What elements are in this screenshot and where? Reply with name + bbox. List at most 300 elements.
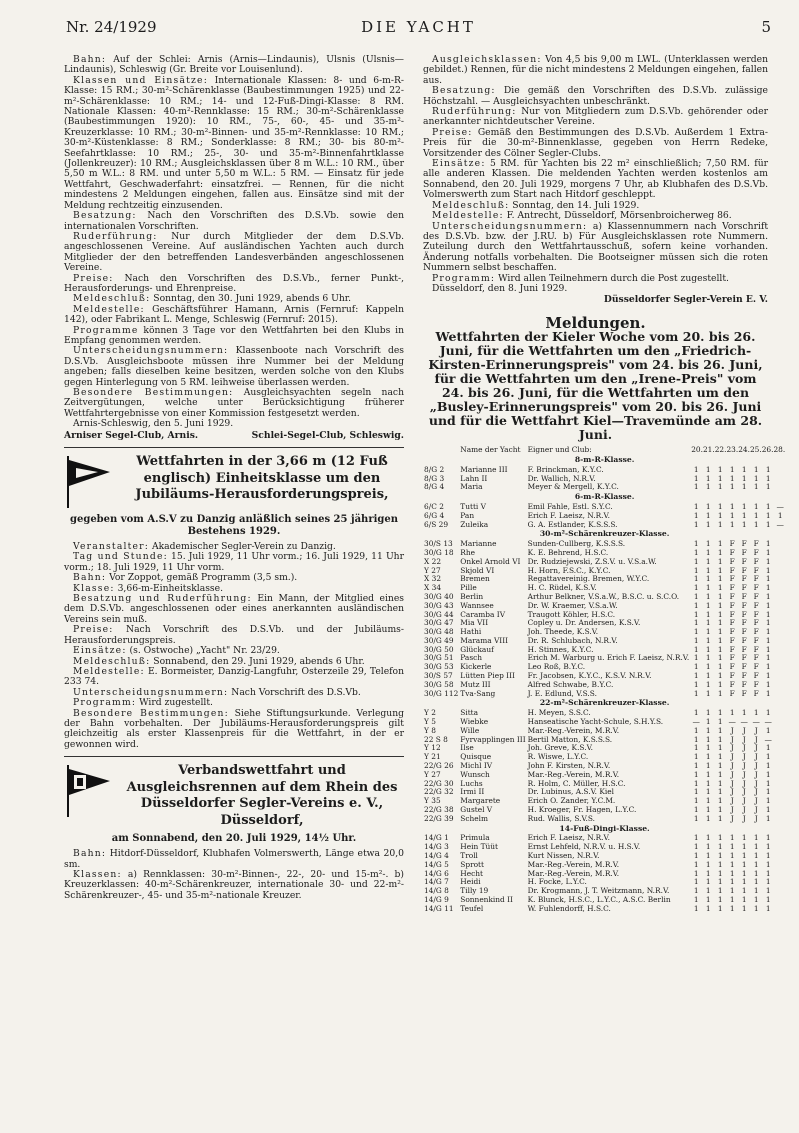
sail-number: Y 27: [424, 565, 441, 575]
race-entry: 1: [705, 851, 711, 861]
race-entry: 1: [705, 833, 711, 843]
paragraph-text: a) Rennklassen: 30-m²-Binnen-, 22-, 20- und 15-m²-. b) Kreuzerklassen: 40-m²-Schärenkreuzer, internationale 30- und 22-m²-Schärenkreuzer-, 45- und 35-m²-nationale Kreuzer.: [64, 868, 405, 901]
duesseldorf-event-subtitle: am Sonnabend, den 20. Juli 1929, 14½ Uhr.: [111, 833, 357, 845]
race-entry: 1: [705, 539, 711, 549]
race-entry: 1: [717, 618, 723, 628]
race-entry: 1: [705, 895, 711, 904]
yacht-name: Pasch: [460, 654, 483, 663]
race-entry: 1: [717, 708, 723, 718]
race-entry: F: [753, 539, 759, 549]
race-entry: F: [741, 679, 747, 689]
race-entry: 1: [765, 796, 771, 806]
race-entry: J: [754, 813, 758, 823]
race-entry: 1: [705, 868, 711, 878]
race-entry: 1: [705, 600, 711, 610]
owner-club: Mar.-Reg.-Verein, M.R.V.: [527, 869, 620, 878]
race-entry: F: [729, 609, 735, 619]
race-entry: 1: [765, 464, 771, 474]
race-entry: 1: [705, 743, 711, 753]
issue-number: Nr. 24/1929: [66, 18, 157, 36]
owner-club: Mar.-Reg.-Verein, M.R.V.: [527, 770, 620, 779]
race-entry: 1: [717, 565, 723, 575]
race-entry: 1: [693, 501, 699, 511]
paragraph: [64, 709, 404, 751]
owner-club: Dr. R. Schlubach, N.R.V.: [527, 636, 618, 645]
table-row: [423, 815, 786, 824]
paragraph: [64, 625, 404, 646]
sail-number: 22/G 30: [424, 778, 454, 788]
race-entry: 1: [693, 565, 699, 575]
race-entry: 1: [765, 671, 771, 681]
race-entry: 1: [717, 609, 723, 619]
race-entry: 1: [765, 482, 771, 492]
race-entry: 1: [705, 653, 711, 663]
paragraph: [64, 326, 404, 347]
race-entry: 1: [753, 501, 759, 511]
race-entry: J: [730, 805, 734, 815]
race-entry: 1: [693, 583, 699, 593]
race-entry: 1: [765, 583, 771, 593]
race-entry: [774, 681, 786, 690]
race-entry: F: [753, 627, 759, 637]
sail-number: 14/G 3: [424, 842, 449, 852]
owner-club: Dr. Lubinus, A.S.V. Kiel: [527, 788, 614, 797]
race-entry: —: [752, 717, 760, 727]
yacht-name: Caramba IV: [460, 610, 506, 619]
race-entry: [774, 672, 786, 681]
race-entry: 1: [753, 859, 759, 869]
race-entry: F: [729, 600, 735, 610]
yacht-name: Hein Tüüt: [460, 843, 498, 852]
left-column: [64, 55, 404, 901]
sail-number: X 32: [424, 574, 442, 584]
race-entry: [774, 788, 786, 797]
paragraph-text: Nach den Vorschriften des D.S.Vb., ferner Punkt-, Herausforderungs- und Ehrenpreise.: [64, 272, 404, 294]
race-entry: 1: [765, 679, 771, 689]
race-entry: 1: [717, 583, 723, 593]
sail-number: 6/S 29: [424, 519, 449, 529]
race-entry: 1: [705, 708, 711, 718]
race-entry: 1: [705, 482, 711, 492]
race-entry: 1: [765, 833, 771, 843]
race-entry: 1: [729, 708, 735, 718]
race-entry: 1: [729, 501, 735, 511]
race-entry: 1: [693, 510, 699, 520]
col-yacht: Name der Yacht: [460, 445, 521, 455]
race-entry: F: [753, 618, 759, 628]
sail-number: X 34: [424, 583, 442, 593]
race-entry: 1: [693, 609, 699, 619]
race-entry: F: [741, 539, 747, 549]
yacht-name: Hecht: [460, 869, 483, 878]
paragraph-key: Meldeschluß:: [73, 655, 151, 667]
race-entry: 1: [693, 627, 699, 637]
race-entry: [774, 771, 786, 780]
owner-club: Hanseatische Yacht-Schule, S.H.Y.S.: [527, 718, 664, 727]
owner-club: Alfred Schwabe, B.Y.C.: [527, 680, 614, 689]
race-entry: [774, 690, 786, 699]
owner-club: J. E. Edlund, V.S.S.: [527, 689, 597, 698]
race-entry: 1: [705, 778, 711, 788]
owner-club: Leo Roß, B.Y.C.: [527, 663, 586, 672]
race-entry: 1: [693, 769, 699, 779]
race-entry: [774, 466, 786, 475]
owner-club: H. C. Rüdel, K.S.V.: [527, 584, 597, 593]
paragraph-text: 3,66-m-Einheitsklasse.: [117, 582, 223, 594]
paragraph: [64, 870, 404, 901]
race-entry: F: [741, 547, 747, 557]
yacht-name: Sitta: [460, 709, 479, 718]
race-entry: 1: [765, 644, 771, 654]
yacht-name: Luchs: [460, 779, 483, 788]
owner-club: F. Brinckman, K.Y.C.: [527, 465, 604, 474]
race-entry: F: [729, 556, 735, 566]
race-entry: J: [742, 805, 746, 815]
race-entry: [774, 834, 786, 843]
race-entry: 1: [765, 473, 771, 483]
yacht-name: Troll: [460, 852, 478, 861]
race-entry: 1: [753, 895, 759, 904]
race-entry: 1: [753, 708, 759, 718]
race-entry: F: [729, 574, 735, 584]
duesseldorf-signature: [423, 295, 768, 305]
race-entry: 1: [717, 671, 723, 681]
race-entry: 1: [717, 813, 723, 823]
race-entry: F: [753, 679, 759, 689]
race-entry: 1: [717, 778, 723, 788]
sail-number: 22/G 26: [424, 761, 454, 771]
race-entry: F: [729, 662, 735, 672]
owner-club: Dr. Rudziejewski, Z.S.V. u. V.S.a.W.: [527, 557, 657, 566]
paragraph-text: Siehe Stiftungsurkunde. Verlegung der Bahn vorbehalten. Der Jubiläums-Herausforderungspreis gilt gleichzeitig als erster Klassenpreis für die Wettfahrt, in der er gewonnen wird.: [64, 707, 404, 750]
race-entry: [774, 567, 786, 576]
burgee-flag-icon: [64, 454, 112, 510]
paragraph: [64, 232, 404, 274]
paragraph-key: Einsätze:: [432, 158, 486, 170]
race-entry: F: [753, 609, 759, 619]
paragraph-text: Sonntag, den 30. Juni 1929, abends 6 Uhr.: [153, 293, 352, 305]
paragraph-key: Klassen:: [73, 868, 122, 880]
race-entry: F: [741, 644, 747, 654]
paragraph-key: Besatzung und Ruderführung:: [73, 593, 252, 605]
race-entry: 1: [717, 761, 723, 771]
owner-club: H. Horn, F.S.C., K.Y.C.: [527, 566, 611, 575]
sail-number: 14/G 8: [424, 886, 449, 896]
owner-club: Kurt Nissen, N.R.V.: [527, 852, 600, 861]
paragraph: [64, 594, 404, 625]
yacht-name: Berlin: [460, 592, 484, 601]
signature-club: Düsseldorfer Segler-Verein E. V.: [603, 294, 768, 306]
race-entry: 1: [765, 565, 771, 575]
race-entry: F: [729, 688, 735, 698]
owner-club: H. Meyen, S.S.C.: [527, 709, 591, 718]
race-entry: 1: [765, 600, 771, 610]
race-entry: 1: [693, 886, 699, 896]
race-entry: 1: [741, 473, 747, 483]
paragraph-text: Die gemäß den Vorschriften des D.S.Vb. zulässige Höchstzahl. — Ausgleichsyachten unbeschränkt.: [423, 85, 768, 107]
race-entry: 1: [717, 717, 723, 727]
race-entry: 1: [765, 725, 771, 735]
race-entry: J: [742, 752, 746, 762]
race-entry: [774, 709, 786, 718]
race-entry: 1: [705, 609, 711, 619]
race-entry: 1: [765, 556, 771, 566]
paragraph-key: Besatzung:: [73, 210, 137, 222]
race-entry: 1: [705, 547, 711, 557]
race-entry: 1: [729, 859, 735, 869]
paragraph-text: Arnis-Schleswig, den 5. Juni 1929.: [73, 418, 234, 430]
race-entry: [774, 797, 786, 806]
race-entry: [774, 540, 786, 549]
race-entry: F: [729, 539, 735, 549]
paragraph: [64, 55, 404, 76]
race-entry: 1: [717, 833, 723, 843]
paragraph-text: Nur von Mitgliedern zum D.S.Vb. gehörender oder anerkannter nichtdeutscher Vereine.: [423, 106, 768, 128]
race-entry: [774, 483, 786, 492]
paragraph: [64, 667, 404, 688]
race-entry: 1: [705, 591, 711, 601]
table-row: [423, 690, 786, 699]
divider: [64, 756, 404, 757]
race-entry: 1: [693, 644, 699, 654]
yacht-name: Ilse: [460, 744, 474, 753]
paragraph-key: Meldestelle:: [73, 665, 145, 677]
paragraph: [64, 274, 404, 295]
table-header-row: [423, 446, 786, 455]
race-entry: F: [753, 644, 759, 654]
race-entry: 1: [705, 813, 711, 823]
race-entry: [774, 628, 786, 637]
paragraph: [423, 284, 768, 294]
race-entry: 1: [693, 903, 699, 913]
race-entry: 1: [753, 903, 759, 913]
race-entry: 1: [705, 635, 711, 645]
yacht-name: Hathi: [460, 628, 482, 637]
owner-club: Copley u. Dr. Andersen, K.S.V.: [527, 619, 641, 628]
yacht-name: Mia VII: [460, 619, 489, 628]
race-entry: 1: [693, 539, 699, 549]
race-entry: J: [742, 725, 746, 735]
paragraph: [423, 222, 768, 274]
race-entry: 1: [705, 679, 711, 689]
meldungen-subtitle: Wettfahrten der Kieler Woche vom 20. bis 26. Juni, für die Wettfahrten um den „Friedrich-Kirsten-Erinnerungspreis" vom 24. bis 26. Juni, für die Wettfahrten um den „Irene-Preis" vom 24. bis 26. Juni, für die Wettfahrten um den „Busley-Erinnerungspreis" vom 20. bis 26. Juni und für die Wettfahrt Kiel—Travemünde am 28. Juni.: [428, 329, 763, 443]
paragraph-text: Nach Vorschrift des D.S.Vb.: [231, 686, 361, 698]
race-entry: [774, 654, 786, 663]
race-entry: 1: [765, 895, 771, 904]
race-entry: 1: [765, 769, 771, 779]
race-entry: [774, 593, 786, 602]
paragraph-key: Meldeschluß:: [432, 199, 510, 211]
race-entry: 1: [693, 556, 699, 566]
paragraph-text: Ausgleichsyachten segeln nach Zeitvergütungen, welche unter Berücksichtigung früherer Wettfahrtergebnisse von einer Kommission festgesetzt werden.: [64, 387, 404, 419]
paragraph-key: Programme: [73, 324, 139, 336]
owner-club: Regattavereinig. Bremen, W.Y.C.: [527, 575, 650, 584]
race-entry: 1: [705, 877, 711, 887]
yacht-name: Maria: [460, 483, 483, 492]
race-entry: 1: [693, 600, 699, 610]
paragraph: [423, 86, 768, 107]
yacht-name: Lütten Piep III: [460, 672, 515, 681]
class-name: 8-m-R-Klasse.: [574, 454, 635, 464]
sail-number: Y 2: [424, 708, 436, 718]
race-entry: 1: [705, 761, 711, 771]
yacht-name: Schelm: [460, 814, 488, 823]
page-number: 5: [761, 18, 771, 36]
race-entry: J: [730, 743, 734, 753]
sail-number: 14/G 1: [424, 833, 449, 843]
race-entry: 1: [705, 734, 711, 744]
paragraph-text: Akademischer Segler-Verein zu Danzig.: [151, 541, 336, 553]
race-entry: 1: [717, 895, 723, 904]
owner-club: Dr. Krogmann, J. T. Weitzmann, N.R.V.: [527, 887, 670, 896]
sail-number: 14/G 5: [424, 859, 449, 869]
race-entry: 1: [765, 752, 771, 762]
race-entry: 1: [765, 591, 771, 601]
danzig-event-heading: [64, 454, 404, 510]
owner-club: Joh. Theede, K.S.V.: [527, 628, 599, 637]
race-entry: [774, 861, 786, 870]
race-entry: J: [742, 778, 746, 788]
owner-club: H. Stinnes, K.Y.C.: [527, 645, 594, 654]
owner-club: H. Focke, L.Y.C.: [527, 878, 587, 887]
paragraph-text: Sonnabend, den 29. Juni 1929, abends 6 Uhr.: [153, 655, 365, 667]
race-entry: 1: [717, 868, 723, 878]
race-entry: 1: [765, 618, 771, 628]
yacht-name: Quisque: [460, 753, 492, 762]
owner-club: Mar.-Reg.-Verein, M.R.V.: [527, 726, 620, 735]
race-entry: 1: [765, 842, 771, 852]
paragraph-text: Auf der Schlei: Arnis (Arnis—Lindaunis), Ulsnis (Ulsnis—Lindaunis), Schleswig (Gr. Breite vor Louisenlund).: [64, 54, 404, 76]
sail-number: 30/S 57: [424, 671, 453, 681]
owner-club: Meyer & Mergell, K.Y.C.: [527, 483, 619, 492]
duesseldorf-event-title: Verbandswettfahrt und Ausgleichsrennen auf dem Rhein des Düsseldorfer Segler-Vereins e. V., Düsseldorf,: [126, 763, 398, 828]
race-entry: 1: [729, 464, 735, 474]
paragraph-key: Veranstalter:: [73, 541, 150, 553]
race-entry: 1: [693, 618, 699, 628]
sail-number: Y 35: [424, 796, 441, 806]
owner-club: K. Blunck, H.S.C., L.Y.C., A.S.C. Berlin: [527, 896, 671, 904]
race-entry: 1: [741, 877, 747, 887]
sail-number: 22 S 8: [424, 734, 448, 744]
race-entry: J: [742, 787, 746, 797]
race-entry: 1: [717, 539, 723, 549]
sail-number: 30/S 13: [424, 539, 453, 549]
race-entry: 1: [717, 734, 723, 744]
race-entry: 1: [705, 796, 711, 806]
paragraph-key: Unterscheidungsnummern:: [73, 686, 229, 698]
race-entry: 1: [717, 644, 723, 654]
paragraph: [64, 346, 404, 388]
duesseldorf-regatta-text: [64, 849, 404, 901]
race-entry: J: [730, 752, 734, 762]
race-entry: 1: [705, 886, 711, 896]
race-entry: 1: [729, 886, 735, 896]
paragraph-text: F. Antrecht, Düsseldorf, Mörsenbroicherweg 86.: [506, 210, 732, 222]
race-entry: 1: [717, 653, 723, 663]
race-entry: 1: [765, 510, 771, 520]
owner-club: Traugott Köhler, H.S.C.: [527, 610, 616, 619]
race-entry: 1: [693, 591, 699, 601]
sail-number: 30/G 40: [424, 591, 454, 601]
race-entry: 1: [717, 600, 723, 610]
race-entry: 1: [693, 473, 699, 483]
yacht-name: Irmi II: [460, 788, 485, 797]
race-entry: [774, 806, 786, 815]
race-entry: 1: [705, 464, 711, 474]
race-entry: [774, 870, 786, 879]
race-entry: —: [728, 717, 736, 727]
race-entry: J: [754, 805, 758, 815]
yacht-name: Fyrvapplingen III: [460, 735, 526, 744]
race-entry: 1: [717, 510, 723, 520]
race-entry: 1: [717, 679, 723, 689]
race-entry: 1: [705, 752, 711, 762]
race-entry: 1: [753, 482, 759, 492]
yacht-name: Sonnenkind II: [460, 896, 513, 904]
col-dates: 20.21.22.23.24.25.26.28.: [691, 445, 786, 455]
race-entry: 1: [705, 671, 711, 681]
race-entry: 1: [705, 583, 711, 593]
race-entry: 1: [765, 877, 771, 887]
race-entry: 1: [693, 547, 699, 557]
sail-number: 8/G 2: [424, 464, 445, 474]
race-entry: 1: [717, 851, 723, 861]
race-entry: 1: [753, 473, 759, 483]
race-entry: [774, 584, 786, 593]
race-entry: 1: [693, 761, 699, 771]
paragraph-key: Unterscheidungsnummern:: [432, 220, 588, 232]
race-entry: 1: [705, 627, 711, 637]
owner-club: Mar.-Reg.-Verein, M.R.V.: [527, 860, 620, 869]
paragraph-text: Klassenboote nach Vorschrift des D.S.Vb. Ausgleichsboote müssen ihre Nummer bei der Meldung angeben; falls dieselben keine besitzen, werden solche von den Klubs gegen Hinterlegung von 5 RM. leihweise überlassen werden.: [64, 345, 404, 388]
race-entry: 1: [765, 519, 771, 529]
paragraph-text: 15. Juli 1929, 11 Uhr vorm.; 16. Juli 1929, 11 Uhr vorm.; 18. Juli 1929, 11 Uhr vorm.: [64, 551, 404, 573]
race-entry: 1: [753, 519, 759, 529]
paragraph: [423, 128, 768, 159]
race-entry: 1: [717, 688, 723, 698]
paragraph: [64, 552, 404, 573]
paragraph-text: Geschäftsführer Hamann, Arnis (Fernruf: Kappeln 142), oder Fabrikant L. Menge, Schleswig (Fernruf: 2015).: [64, 303, 405, 326]
owner-club: Rud. Wallis, S.V.S.: [527, 814, 596, 823]
race-entry: 1: [717, 464, 723, 474]
paragraph-key: Preise:: [73, 624, 114, 636]
race-entry: 1: [729, 851, 735, 861]
sail-number: 30/G 47: [424, 618, 454, 628]
race-entry: 1: [777, 510, 783, 520]
race-entry: 1: [717, 886, 723, 896]
race-entry: 1: [741, 903, 747, 913]
sail-number: 30/G 112: [424, 688, 459, 698]
paragraph: [64, 388, 404, 419]
race-entry: [774, 780, 786, 789]
race-entry: 1: [693, 859, 699, 869]
paragraph-key: Programm:: [432, 272, 496, 284]
race-entry: J: [754, 743, 758, 753]
owner-club: Erich F. Laeisz, N.R.V.: [527, 511, 610, 520]
paragraph-key: Ausgleichsklassen:: [432, 54, 542, 65]
owner-club: K. E. Behrend, H.S.C.: [527, 548, 609, 557]
sail-number: Y 21: [424, 752, 441, 762]
race-entry: 1: [705, 556, 711, 566]
race-entry: J: [742, 769, 746, 779]
sail-number: 22/G 39: [424, 813, 454, 823]
race-entry: [774, 744, 786, 753]
race-entry: 1: [705, 473, 711, 483]
race-entry: 1: [729, 868, 735, 878]
sail-number: 14/G 6: [424, 868, 449, 878]
page-header: [66, 18, 771, 40]
race-entry: 1: [717, 752, 723, 762]
